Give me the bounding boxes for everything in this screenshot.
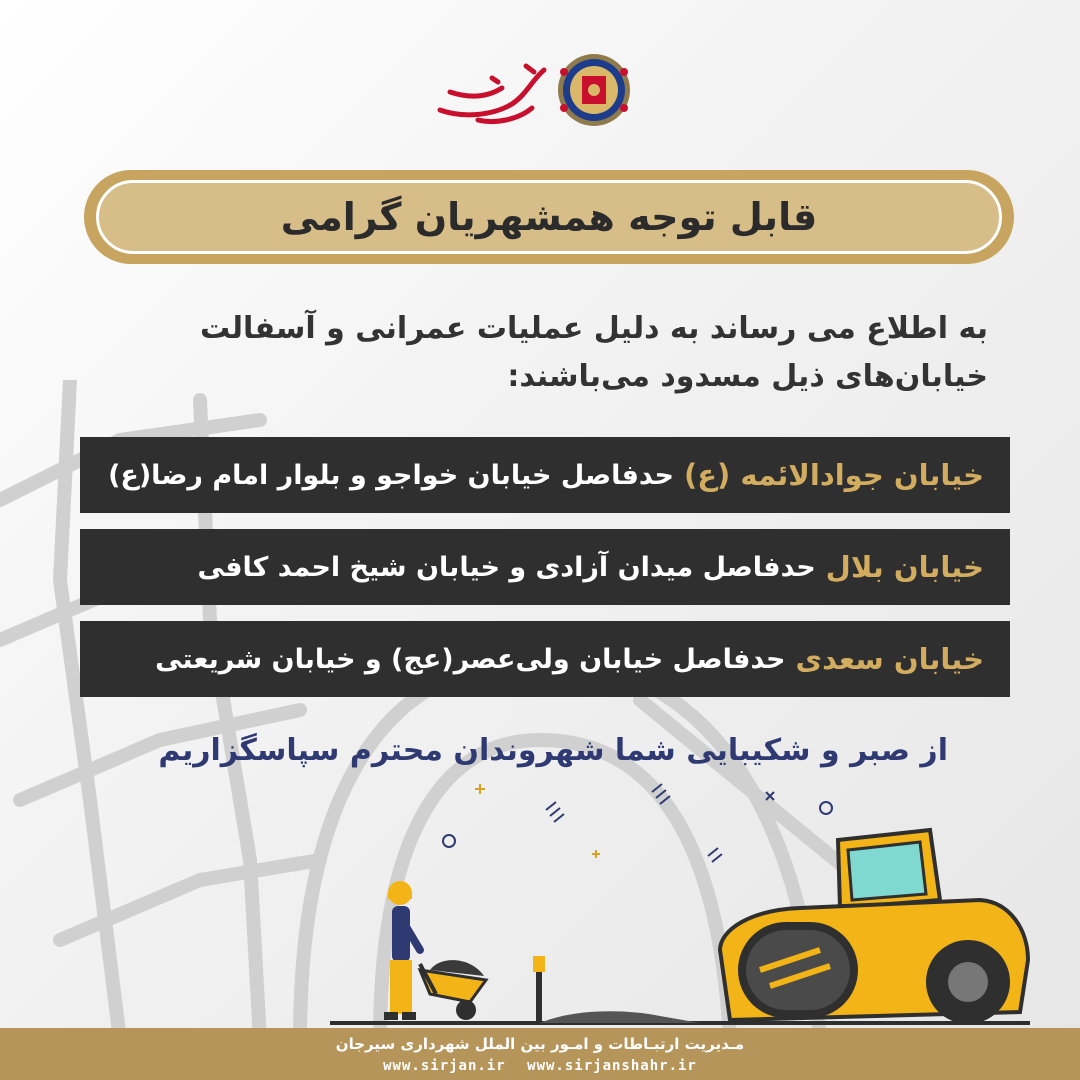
street-name: خیابان بلال [825,550,984,584]
deco-circle-icon [820,802,832,814]
footer-organization: مـدیریت ارتبـاطات و امـور بین الملل شهرداری سیرجان [335,1035,745,1053]
thanks-text: از صبر و شکیبایی شما شهروندان محترم سپاسگزاریم [158,733,948,768]
website-link-sirjan[interactable]: www.sirjan.ir [383,1058,506,1074]
deco-stripes-icon [546,802,564,822]
deco-cross-icon [766,792,774,800]
title-banner [84,170,1014,264]
deco-plus-icon [592,850,600,858]
footer [0,1028,1080,1080]
deco-plus-icon [475,784,485,794]
worker-icon [384,881,420,1020]
website-link-sirjanshahr[interactable]: www.sirjanshahr.ir [527,1058,697,1074]
wheelbarrow-icon [420,960,486,1020]
footer-websites [0,1056,1080,1076]
street-row [80,621,1010,697]
intro-text: به اطلاع می رساند به دلیل عملیات عمرانی و آسفالت خیابان‌های ذیل مسدود می‌باشند: [200,311,988,394]
sirjan-municipality-logo-script [432,58,554,128]
street-name: خیابان سعدی [795,642,984,676]
sirjan-emblem-icon [556,52,632,128]
asphalt-pile [540,1011,700,1023]
banner-title: قابل توجه همشهریان گرامی [280,195,818,239]
street-description: حدفاصل خیابان خواجو و بلوار امام رضا(ع) [108,459,674,491]
street-row [80,529,1010,605]
street-description: حدفاصل خیابان ولی‌عصر(عج) و خیابان شریعتی [155,643,786,675]
deco-stripes-icon [708,848,722,862]
street-row [80,437,1010,513]
deco-stripes-icon [652,784,670,804]
road-roller-icon [720,830,1028,1024]
deco-circle-icon [443,835,455,847]
construction-illustration [0,780,1080,1040]
street-name: خیابان جوادالائمه (ع) [683,458,984,492]
street-description: حدفاصل میدان آزادی و خیابان شیخ احمد کافی [197,551,816,583]
title-banner-inner [96,180,1002,254]
